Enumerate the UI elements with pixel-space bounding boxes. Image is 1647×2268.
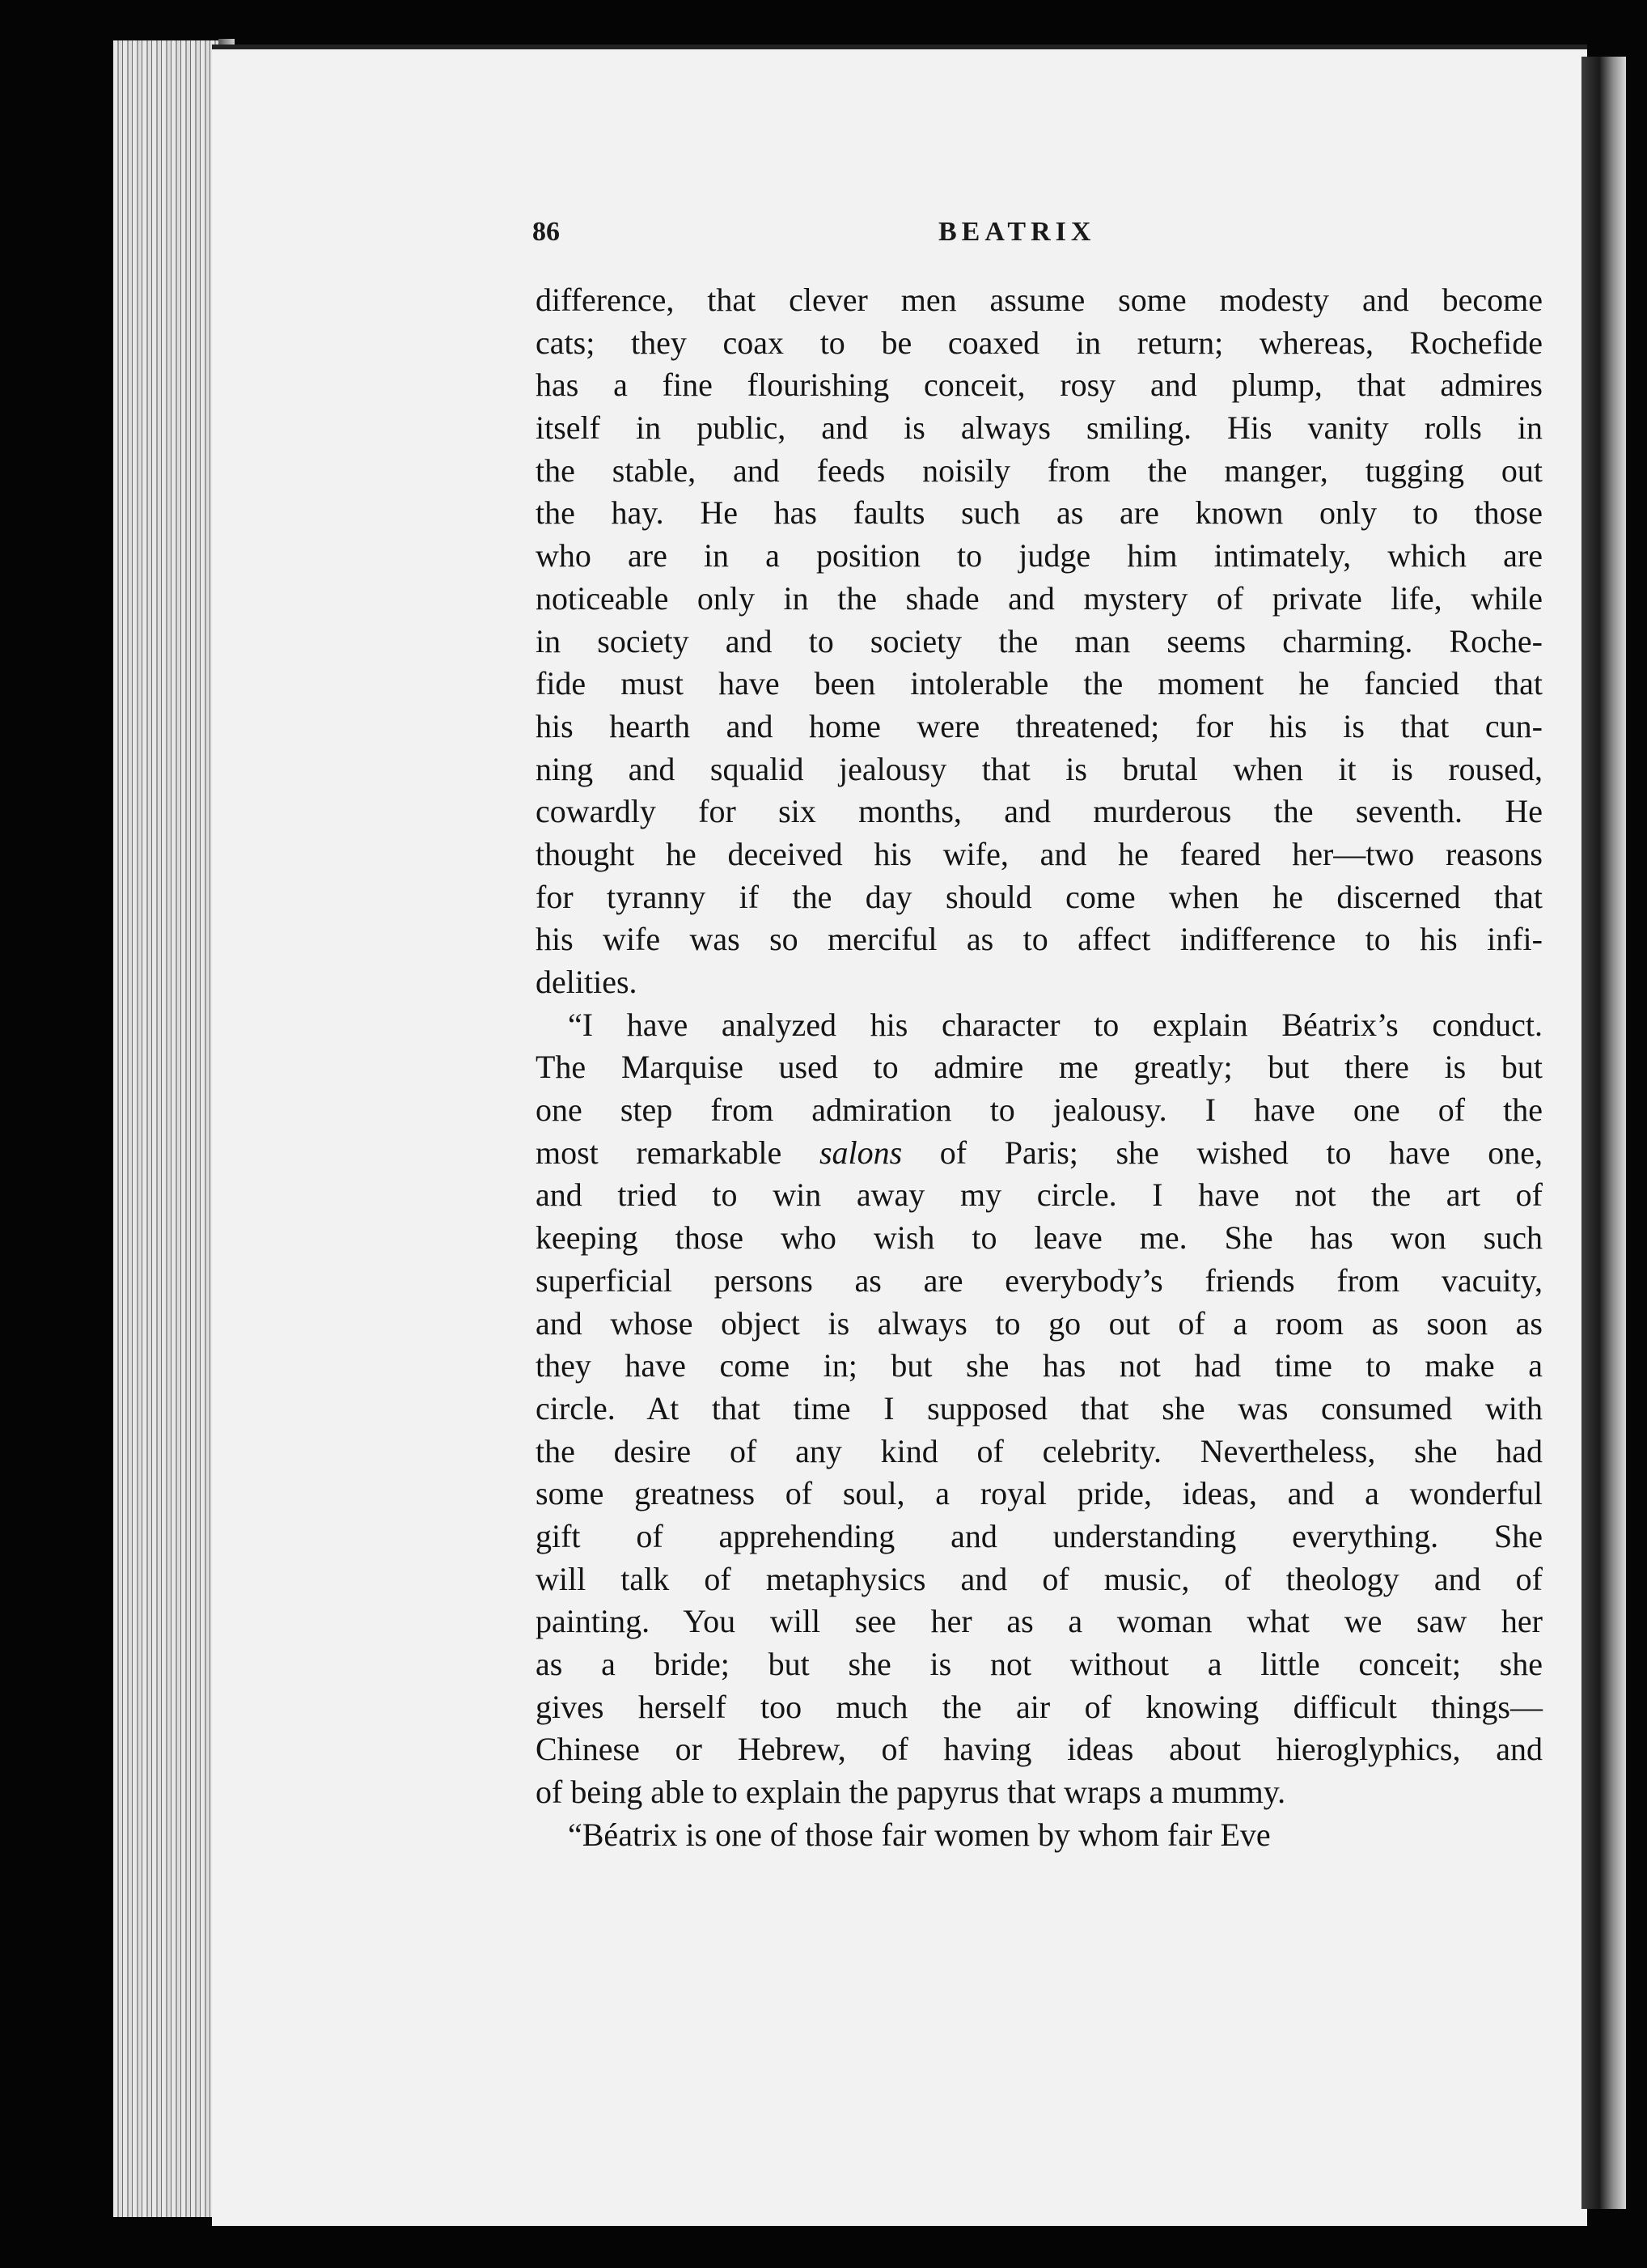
text-line: has a fine flourishing conceit, rosy and plump, that admires bbox=[536, 367, 1543, 404]
text-line: “Béatrix is one of those fair women by whom fair Eve bbox=[568, 1816, 1271, 1853]
text-line: gives herself too much the air of knowing difficult things— bbox=[536, 1688, 1543, 1725]
text-line: one step from admiration to jealousy. I have one of the bbox=[536, 1092, 1543, 1129]
book-binding-edge bbox=[1581, 57, 1626, 2209]
text-line: and tried to win away my circle. I have not the art of bbox=[536, 1176, 1543, 1214]
text-line: Chinese or Hebrew, of having ideas about hieroglyphics, and bbox=[536, 1731, 1543, 1768]
text-line: delities. bbox=[536, 964, 637, 1000]
text-line: “I have analyzed his character to explain Béatrix’s conduct. bbox=[568, 1006, 1543, 1043]
text-line: fide must have been intolerable the moment he fancied that bbox=[536, 665, 1543, 702]
text-line: ning and squalid jealousy that is brutal when it is roused, bbox=[536, 750, 1543, 787]
text-line: as a bride; but she is not without a little conceit; she bbox=[536, 1646, 1543, 1682]
text-line: difference, that clever men assume some modesty and become bbox=[536, 282, 1543, 318]
text-line: The Marquise used to admire me greatly; but there is but bbox=[536, 1049, 1543, 1086]
text-line: thought he deceived his wife, and he feared her—two reasons bbox=[536, 835, 1543, 872]
body-text bbox=[536, 279, 1543, 1856]
text-line: the stable, and feeds noisily from the manger, tugging out bbox=[536, 451, 1543, 489]
running-title: BEATRIX bbox=[938, 217, 1096, 247]
paragraph bbox=[536, 1004, 1543, 1814]
text-line: they have come in; but she has not had time to make a bbox=[536, 1347, 1543, 1384]
text-line: will talk of metaphysics and of music, of theology and of bbox=[536, 1560, 1543, 1597]
page-number: 86 bbox=[532, 217, 560, 247]
text-line: the desire of any kind of celebrity. Nevertheless, she had bbox=[536, 1432, 1543, 1469]
text-line: gift of apprehending and understanding everything. She bbox=[536, 1517, 1543, 1554]
text-line: noticeable only in the shade and mystery of private life, while bbox=[536, 579, 1543, 617]
text-line: painting. You will see her as a woman what we saw her bbox=[536, 1603, 1543, 1640]
text-line: the hay. He has faults such as are known only to those bbox=[536, 494, 1543, 532]
text-line: cats; they coax to be coaxed in return; whereas, Rochefide bbox=[536, 324, 1543, 361]
text-line: itself in public, and is always smiling. His vanity rolls in bbox=[536, 409, 1543, 447]
text-line: his wife was so merciful as to affect indifference to his infi- bbox=[536, 921, 1543, 958]
paragraph bbox=[536, 279, 1543, 1004]
text-line: circle. At that time I supposed that she was consumed with bbox=[536, 1389, 1543, 1427]
text-line: and whose object is always to go out of a room as soon as bbox=[536, 1304, 1543, 1342]
text-line: some greatness of soul, a royal pride, ideas, and a wonderful bbox=[536, 1475, 1543, 1512]
text-line: for tyranny if the day should come when he discerned that bbox=[536, 878, 1543, 915]
text-line: keeping those who wish to leave me. She has won such bbox=[536, 1219, 1543, 1257]
text-line: his hearth and home were threatened; for his is that cun- bbox=[536, 707, 1543, 744]
text-line: in society and to society the man seems charming. Roche- bbox=[536, 622, 1543, 659]
paragraph bbox=[536, 1814, 1543, 1857]
running-head bbox=[0, 217, 1647, 265]
text-line: cowardly for six months, and murderous the seventh. He bbox=[536, 793, 1543, 830]
text-line: superficial persons as are everybody’s friends from vacuity, bbox=[536, 1261, 1543, 1299]
text-line: who are in a position to judge him intimately, which are bbox=[536, 537, 1543, 574]
text-line: of being able to explain the papyrus that wraps a mummy. bbox=[536, 1774, 1286, 1811]
page-edges bbox=[113, 40, 227, 2217]
text-line: most remarkable salons of Paris; she wished to have one, bbox=[536, 1134, 1543, 1171]
